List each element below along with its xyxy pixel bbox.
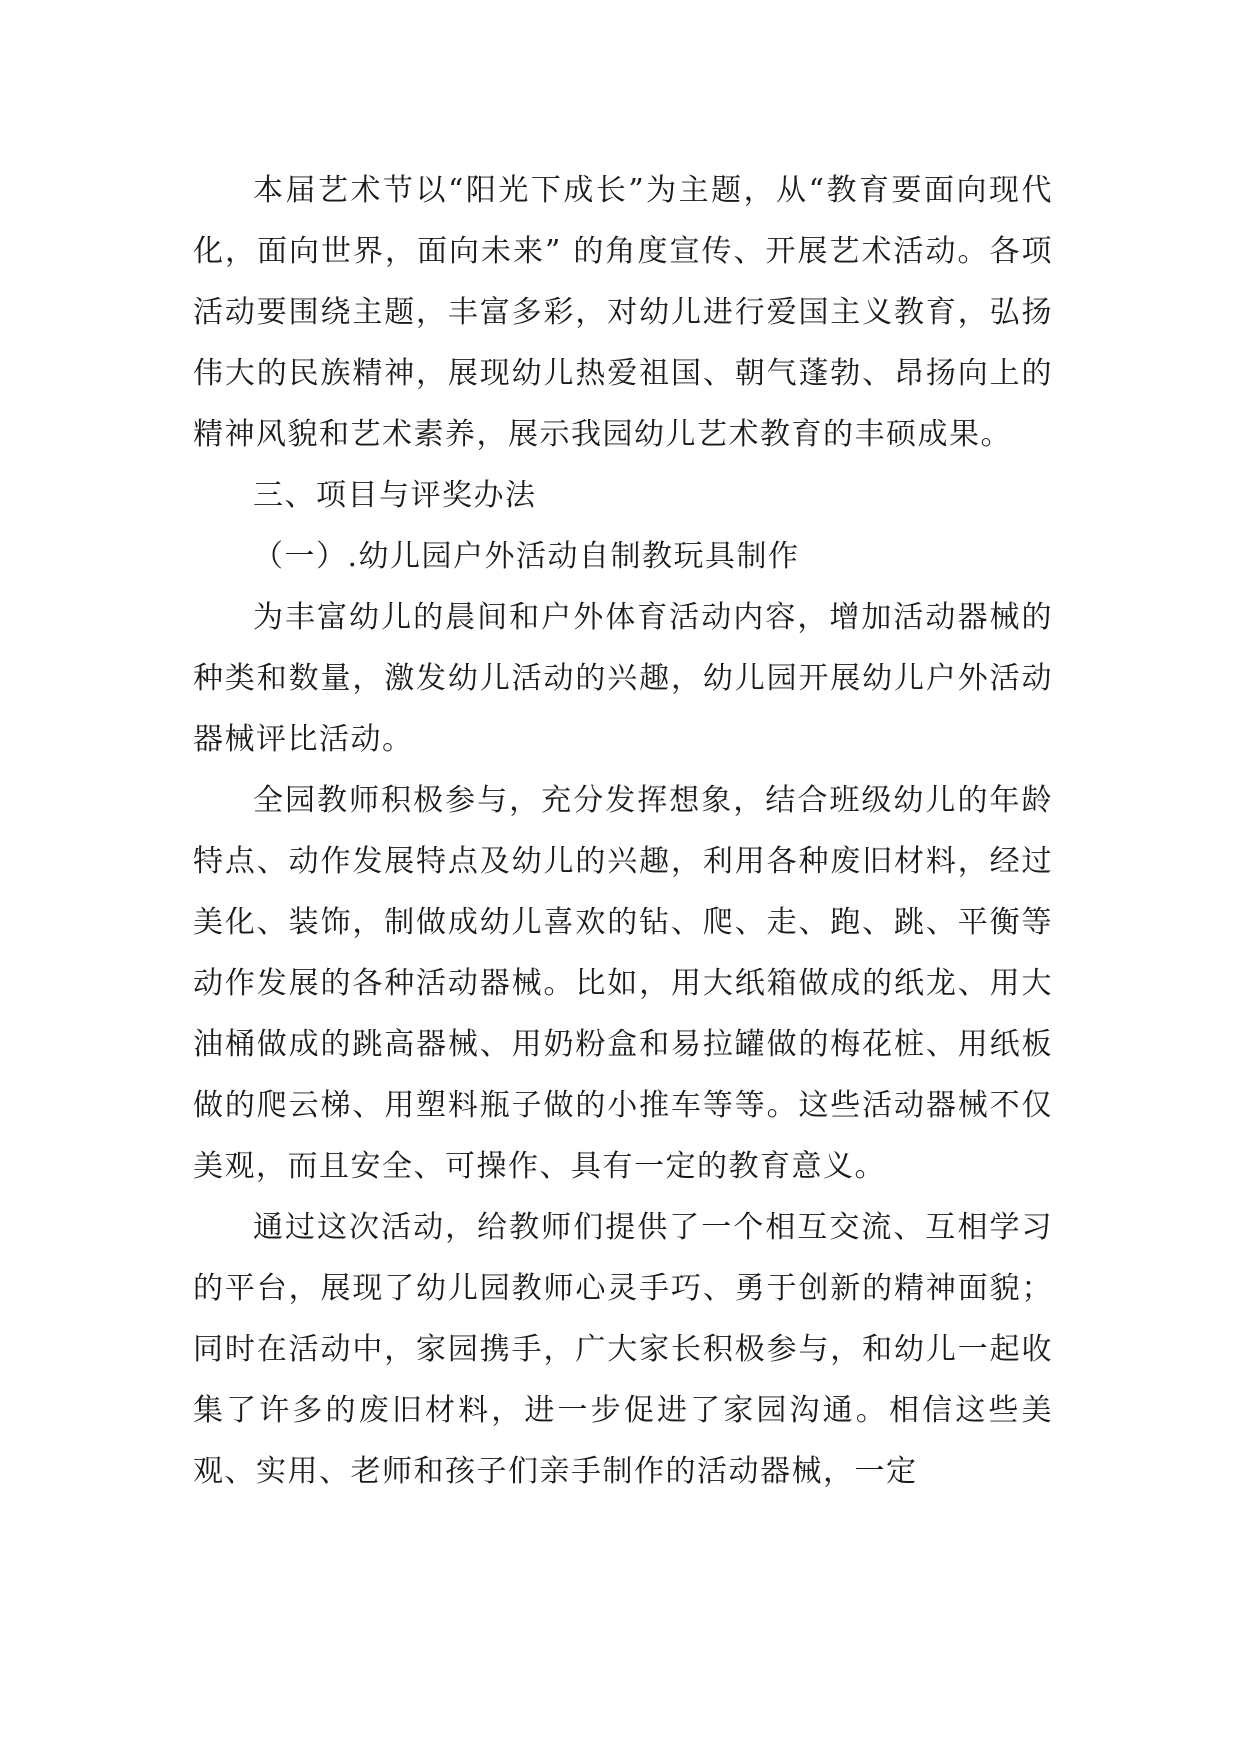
participation-paragraph: 全园教师积极参与，充分发挥想象，结合班级幼儿的年龄特点、动作发展特点及幼儿的兴趣，利用各种废旧材料，经过美化、装饰，制做成幼儿喜欢的钻、爬、走、跑、跳、平衡等动作发展的各种活动器械。比如，用大纸箱做成的纸龙、用大油桶做成的跳高器械、用奶粉盒和易拉罐做的梅花桩、用纸板做的爬云梯、用塑料瓶子做的小推车等等。这些活动器械不仅美观，而且安全、可操作、具有一定的教育意义。 [193,783,1053,1184]
section-heading-3: 三、项目与评奖办法 [253,478,537,513]
purpose-paragraph: 为丰富幼儿的晨间和户外体育活动内容，增加活动器械的种类和数量，激发幼儿活动的兴趣，幼儿园开展幼儿户外活动器械评比活动。 [193,600,1053,757]
document-body [193,160,1053,1502]
subsection-heading-1: （一）.幼儿园户外活动自制教玩具制作 [253,539,800,574]
outcome-paragraph: 通过这次活动，给教师们提供了一个相互交流、互相学习的平台，展现了幼儿园教师心灵手巧、勇于创新的精神面貌；同时在活动中，家园携手，广大家长积极参与，和幼儿一起收集了许多的废旧材料，进一步促进了家园沟通。相信这些美观、实用、老师和孩子们亲手制作的活动器械，一定 [193,1210,1053,1489]
theme-paragraph: 本届艺术节以“阳光下成长”为主题，从“教育要面向现代化，面向世界，面向未来” 的角度宣传、开展艺术活动。各项活动要围绕主题，丰富多彩，对幼儿进行爱国主义教育，弘扬伟大的民族精神，展现幼儿热爱祖国、朝气蓬勃、昂扬向上的精神风貌和艺术素养，展示我园幼儿艺术教育的丰硕成果。 [193,173,1053,452]
